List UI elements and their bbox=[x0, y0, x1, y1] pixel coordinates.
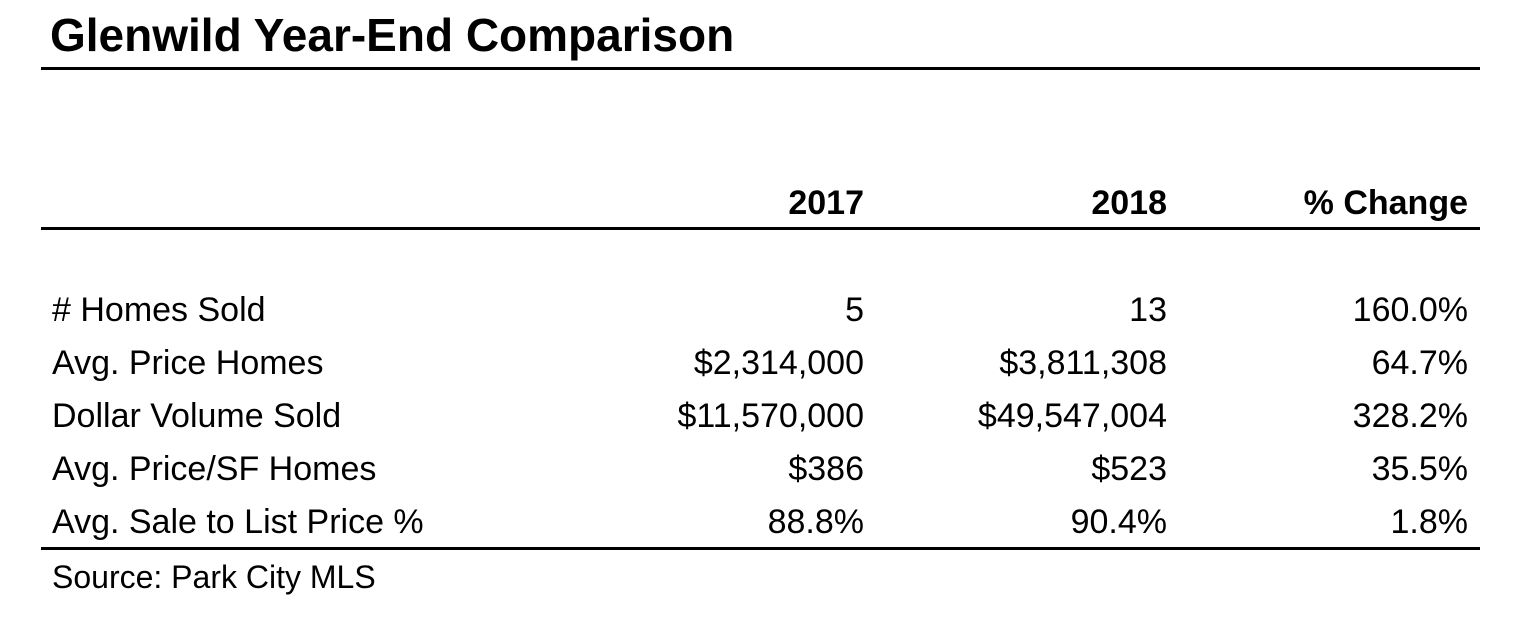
value-2017: 88.8% bbox=[767, 503, 864, 541]
row-label: Avg. Price Homes bbox=[52, 344, 324, 382]
row-label: # Homes Sold bbox=[52, 291, 266, 329]
column-header-2018: 2018 bbox=[1091, 184, 1167, 222]
table-row bbox=[41, 284, 1480, 337]
value-2017: $11,570,000 bbox=[677, 397, 864, 435]
column-header-2017: 2017 bbox=[788, 184, 864, 222]
value-percent-change: 64.7% bbox=[1371, 344, 1468, 382]
title-underline bbox=[41, 67, 1480, 70]
value-2018: 90.4% bbox=[1070, 503, 1167, 541]
value-percent-change: 160.0% bbox=[1352, 291, 1468, 329]
table-bottom-rule bbox=[41, 547, 1480, 550]
value-percent-change: 1.8% bbox=[1390, 503, 1468, 541]
value-percent-change: 328.2% bbox=[1352, 397, 1468, 435]
page-title: Glenwild Year-End Comparison bbox=[50, 9, 735, 61]
row-label: Avg. Price/SF Homes bbox=[52, 450, 377, 488]
table-row bbox=[41, 443, 1480, 496]
row-label: Avg. Sale to List Price % bbox=[52, 503, 424, 541]
value-2018: 13 bbox=[1129, 291, 1167, 329]
source-note: Source: Park City MLS bbox=[52, 559, 376, 595]
table-row bbox=[41, 337, 1480, 390]
table-row bbox=[41, 390, 1480, 443]
column-header-percent-change: % Change bbox=[1303, 184, 1468, 222]
value-2018: $3,811,308 bbox=[999, 344, 1167, 382]
value-2018: $523 bbox=[1091, 450, 1167, 488]
value-2017: 5 bbox=[845, 291, 864, 329]
value-2018: $49,547,004 bbox=[977, 397, 1167, 435]
header-divider bbox=[41, 227, 1480, 230]
value-2017: $386 bbox=[788, 450, 864, 488]
row-label: Dollar Volume Sold bbox=[52, 397, 342, 435]
value-percent-change: 35.5% bbox=[1371, 450, 1468, 488]
table-row bbox=[41, 496, 1480, 549]
value-2017: $2,314,000 bbox=[693, 344, 864, 382]
